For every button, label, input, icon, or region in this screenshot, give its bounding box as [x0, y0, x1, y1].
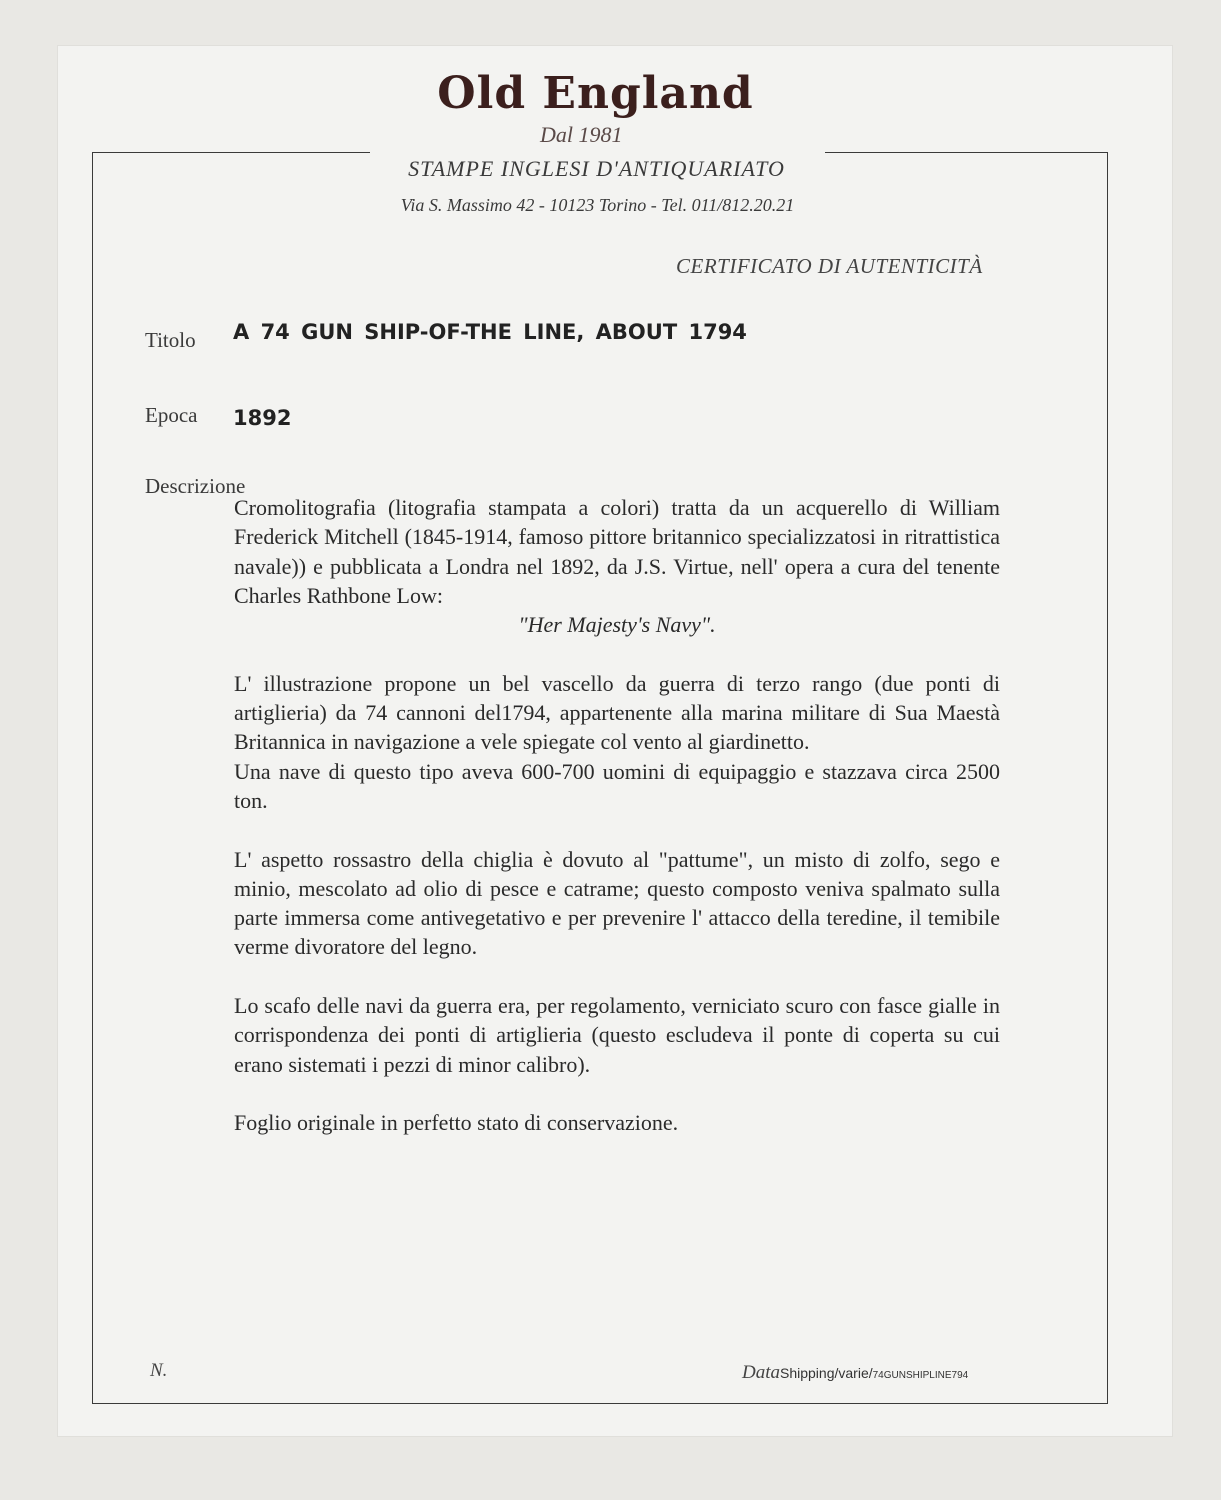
file-path: Shipping/varie/	[780, 1365, 873, 1381]
data-line	[742, 1362, 968, 1384]
epoca-value: 1892	[233, 406, 292, 430]
titolo-value: A 74 GUN SHIP-OF-THE LINE, ABOUT 1794	[233, 320, 747, 344]
number-label: N.	[150, 1360, 168, 1381]
epoca-label: Epoca	[145, 403, 198, 427]
description-paragraph-5: Foglio originale in perfetto stato di conservazione.	[234, 1110, 679, 1136]
certificate-title: CERTIFICATO DI AUTENTICITÀ	[676, 254, 983, 278]
descrizione-label: Descrizione	[145, 474, 246, 498]
data-label: Data	[742, 1362, 780, 1383]
publication-title: "Her Majesty's Navy".	[518, 612, 716, 638]
shop-subtitle: STAMPE INGLESI D'ANTIQUARIATO	[408, 156, 785, 181]
file-name: 74GUNSHIPLINE794	[872, 1370, 969, 1381]
description-paragraph-2b: Una nave di questo tipo aveva 600-700 uomini di equipaggio e stazzava circa 2500 ton.	[234, 758, 1000, 813]
description-paragraph-1: Cromolitografia (litografia stampata a colori) tratta da un acquerello di William Frederick Mitchell (1845-1914, famoso pittore britannico specializzatosi in ritrattistica navale)) e pubblicata a Londra nel 1892, da J.S. Virtue, nell' opera a cura del tenente Charles Rathbone Low:	[234, 495, 1000, 608]
shop-address: Via S. Massimo 42 - 10123 Torino - Tel. 011/812.20.21	[400, 195, 795, 215]
description-paragraph-3: L' aspetto rossastro della chiglia è dovuto al "pattume", un misto di zolfo, sego e minio, mescolato ad olio di pesce e catrame; questo composto veniva spalmato sulla parte immersa come antivegetativo e per prevenire l' attacco della teredine, il temibile verme divoratore del legno.	[234, 846, 1000, 960]
description-paragraph-2: L' illustrazione propone un bel vascello da guerra di terzo rango (due ponti di artiglieria) da 74 cannoni del1794, appartenente alla marina militare di Sua Maestà Britannica in navigazione a vele spiegate col vento al giardinetto.	[234, 670, 1000, 755]
since-signature: Dal 1981	[540, 122, 623, 147]
description-paragraph-4: Lo scafo delle navi da guerra era, per regolamento, verniciato scuro con fasce gialle in corrispondenza dei ponti di artiglieria (questo escludeva il ponte di coperta su cui erano sistemati i pezzi di minor calibro).	[234, 993, 1000, 1077]
shop-logo: Old England	[437, 68, 754, 119]
description-body	[234, 493, 1000, 1138]
titolo-label: Titolo	[145, 328, 196, 352]
